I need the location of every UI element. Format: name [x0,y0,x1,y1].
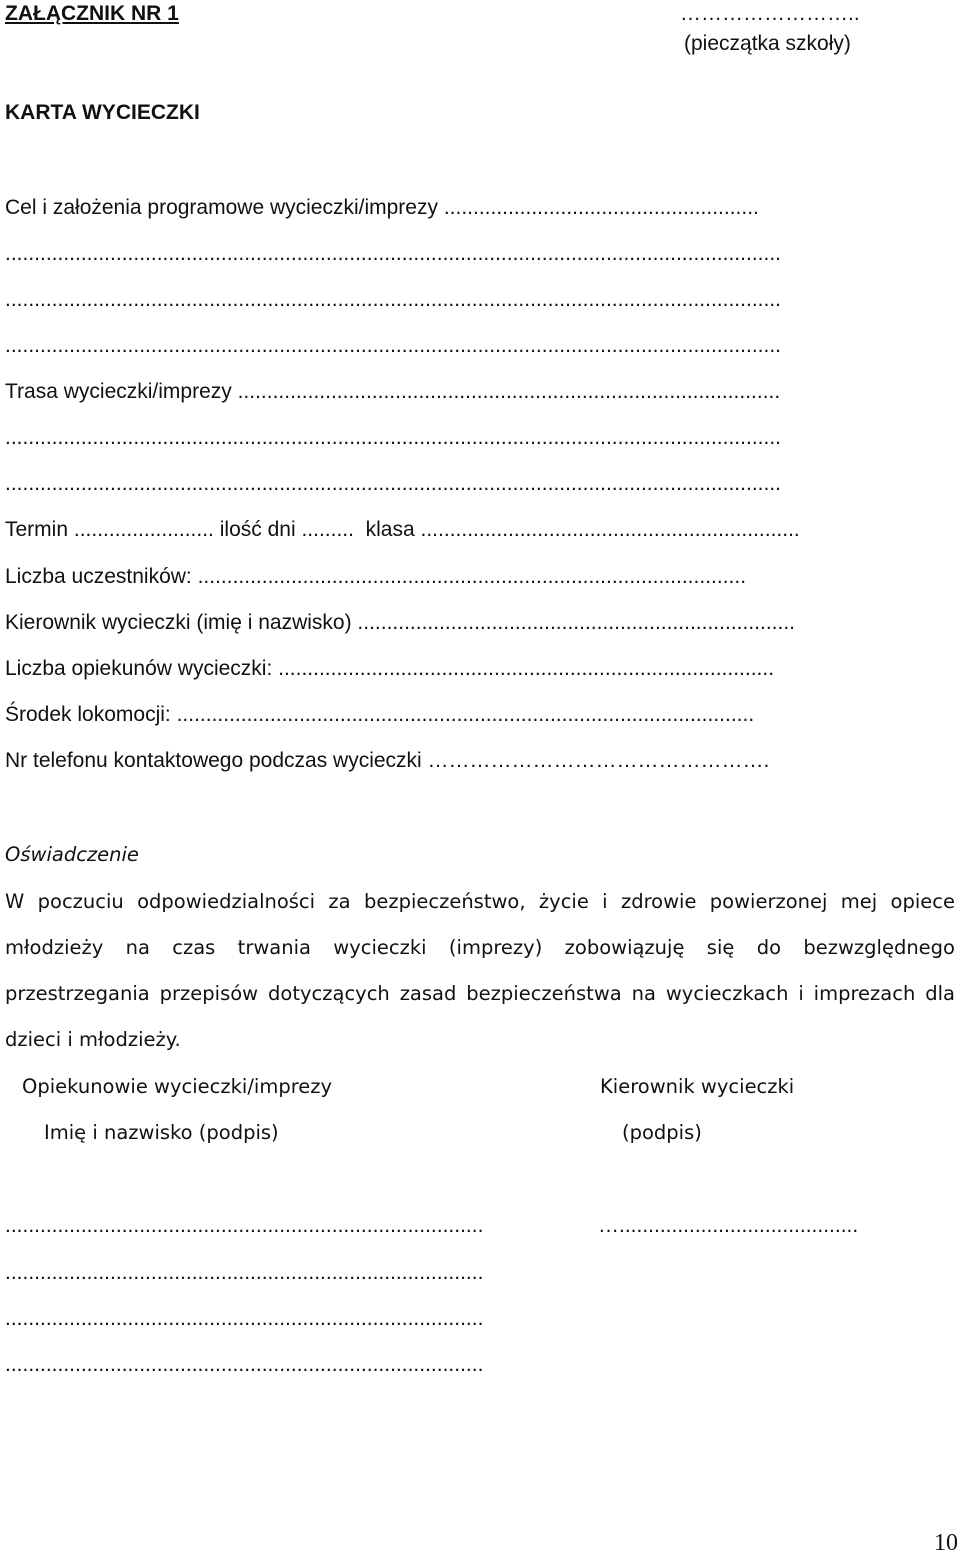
guardians-count-field: Liczba opiekunów wycieczki: ..................................................................................... [5,657,775,680]
route-continuation-line: ..................................................................................................................................... [5,426,781,449]
date-row [5,518,800,542]
card-title: KARTA WYCIECZKI [5,101,200,124]
goals-continuation-line: ..................................................................................................................................... [5,288,781,311]
leader-signature-label: Kierownik wycieczki [600,1075,795,1098]
guardians-signature-label: Opiekunowie wycieczki/imprezy [22,1075,333,1098]
days-label: ilość dni [219,518,296,541]
phone-field: Nr telefonu kontaktowego podczas wycieczki …………………………………………. [5,749,770,772]
stamp-dots: …………………….. [680,2,860,25]
class-dots: ................................................................. [420,518,800,541]
days-dots: ......... [301,518,354,541]
goals-continuation-line: ..................................................................................................................................... [5,242,781,265]
leader-field: Kierownik wycieczki (imię i nazwisko) ........................................................................... [5,611,795,634]
guardian-signature-line: .................................................................................. [5,1307,484,1330]
date-dots: ........................ [73,518,214,541]
guardians-signature-sublabel: Imię i nazwisko (podpis) [44,1121,279,1144]
leader-signature-sublabel: (podpis) [622,1121,702,1144]
page-number: 10 [934,1530,958,1556]
date-label: Termin [5,518,69,541]
statement-line: W poczuciu odpowiedzialności za bezpieczeństwo, życie i zdrowie powierzonej mej opiece [5,890,955,913]
stamp-label: (pieczątka szkoły) [684,32,851,55]
guardian-signature-line: .................................................................................. [5,1261,484,1284]
class-label: klasa [365,518,415,541]
statement-line: młodzieży na czas trwania wycieczki (imprezy) zobowiązuję się do bezwzględnego [5,936,955,959]
guardian-signature-line: .................................................................................. [5,1214,484,1237]
statement-line: dzieci i młodzieży. [5,1028,181,1051]
leader-signature-line: …......................................... [598,1214,859,1237]
guardian-signature-line: .................................................................................. [5,1353,484,1376]
participants-field: Liczba uczestników: .............................................................................................. [5,565,747,588]
transport-field: Środek lokomocji: ................................................................................................... [5,703,755,726]
attachment-title: ZAŁĄCZNIK NR 1 [5,2,179,25]
goals-field: Cel i założenia programowe wycieczki/imprezy ...................................................... [5,196,759,219]
statement-line: przestrzegania przepisów dotyczących zasad bezpieczeństwa na wycieczkach i imprezach dla [5,982,955,1005]
statement-heading: Oświadczenie [5,843,139,866]
route-field: Trasa wycieczki/imprezy ............................................................................................. [5,380,781,403]
route-continuation-line: ..................................................................................................................................... [5,472,781,495]
goals-continuation-line: ..................................................................................................................................... [5,334,781,357]
